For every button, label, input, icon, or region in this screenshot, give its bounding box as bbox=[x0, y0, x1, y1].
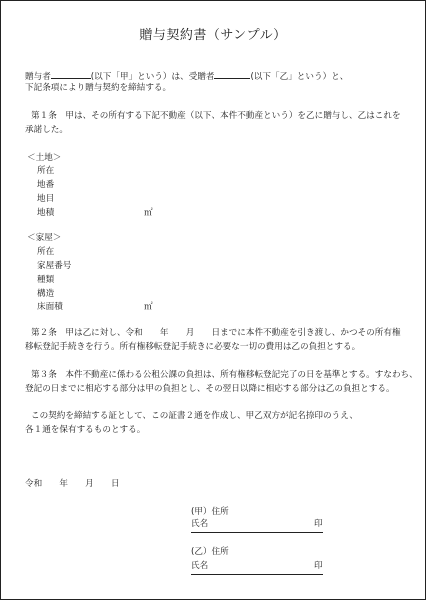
document-title: 贈与契約書（サンプル） bbox=[139, 28, 287, 43]
article3-line-2: 登記の日までに相応する部分は甲の負担とし、その翌日以降に相応する部分は乙の負担とする。 bbox=[25, 384, 395, 394]
article2-line-2: 移転登記手続きを行う。所有権移転登記手続きに必要な一切の費用は乙の負担とする。 bbox=[25, 342, 361, 352]
intro-line-2: 下記条項により贈与契約を締結する。 bbox=[25, 83, 172, 93]
building-field-location: 所在 bbox=[37, 247, 55, 257]
intro-part-2: (以下「乙」という）と、 bbox=[250, 72, 349, 82]
recipient-label: 受贈者 bbox=[188, 72, 215, 82]
party-b-address-label: (乙）住所 bbox=[191, 547, 229, 557]
party-a-signature-line bbox=[191, 532, 323, 533]
building-field-structure: 構造 bbox=[37, 289, 55, 299]
land-field-lot-number: 地番 bbox=[37, 180, 55, 190]
donor-label: 贈与者 bbox=[25, 72, 51, 82]
intro-line-1 bbox=[25, 69, 348, 83]
article1-line-2: 承諾した。 bbox=[25, 125, 68, 135]
closing-line-2: 各１通を保有するものとする。 bbox=[25, 425, 146, 435]
closing-line-1: この契約を締結する証として、この証書２通を作成し、甲乙双方が記名捺印のうえ、 bbox=[31, 411, 358, 421]
land-heading: ＜土地＞ bbox=[27, 153, 62, 163]
land-field-area: 地積 bbox=[37, 208, 55, 218]
land-field-location: 所在 bbox=[37, 166, 55, 176]
party-a-name-label: 氏名 bbox=[191, 519, 209, 529]
party-b-seal: 印 bbox=[314, 561, 323, 571]
land-field-category: 地目 bbox=[37, 194, 55, 204]
land-area-unit: ㎡ bbox=[144, 208, 153, 218]
donor-name-blank bbox=[51, 69, 91, 79]
building-area-unit: ㎡ bbox=[144, 302, 153, 312]
article2-line-1: 第２条 甲は乙に対し、令和 年 月 日までに本件不動産を引き渡し、かつその所有権 bbox=[31, 328, 401, 338]
recipient-name-blank bbox=[214, 69, 250, 79]
building-field-house-number: 家屋番号 bbox=[37, 261, 72, 271]
contract-date: 令和 年 月 日 bbox=[25, 479, 120, 489]
building-field-floor-area: 床面積 bbox=[37, 302, 63, 312]
party-b-name-label: 氏名 bbox=[191, 561, 209, 571]
article1-line-1: 第１条 甲は、その所有する下記不動産（以下、本件不動産という）を乙に贈与し、乙はこれを bbox=[31, 111, 401, 121]
article3-line-1: 第３条 本件不動産に係わる公租公課の負担は、所有権移転登記完了の日を基準とする。すなわち、 bbox=[31, 370, 418, 380]
party-a-address-label: (甲）住所 bbox=[191, 507, 229, 517]
intro-part-1: (以下「甲」という）は、 bbox=[90, 72, 189, 82]
party-a-seal: 印 bbox=[314, 519, 323, 529]
building-heading: ＜家屋＞ bbox=[27, 233, 62, 243]
building-field-type: 種類 bbox=[37, 275, 55, 285]
party-b-signature-line bbox=[191, 574, 323, 575]
